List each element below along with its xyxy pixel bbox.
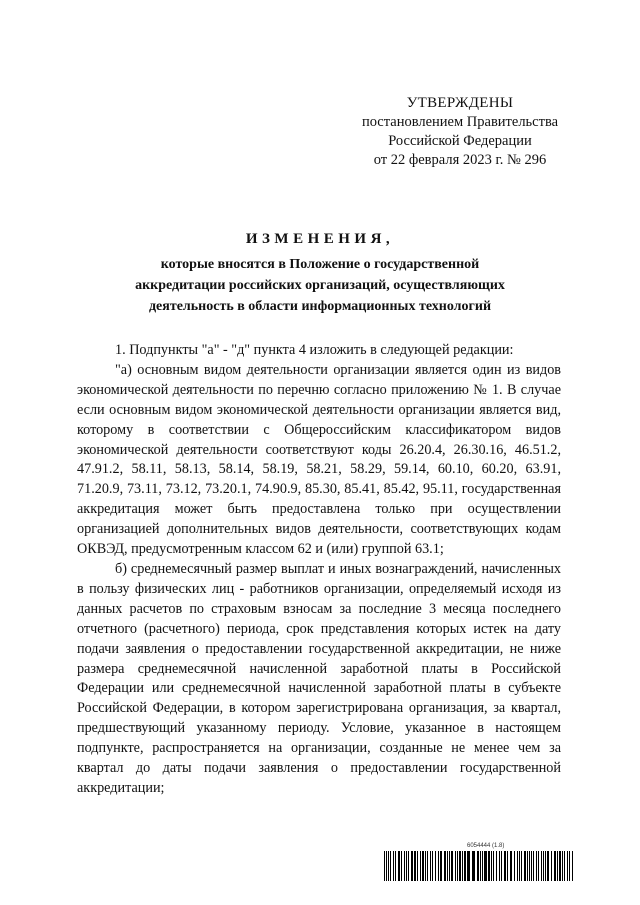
barcode-bar xyxy=(557,851,558,881)
barcode-icon xyxy=(384,851,574,881)
barcode-bar xyxy=(514,851,515,881)
barcode-bar xyxy=(547,851,549,881)
barcode-bar xyxy=(504,851,506,881)
barcode-bar xyxy=(386,851,387,881)
barcode-bar xyxy=(435,851,436,881)
barcode-bar xyxy=(472,851,475,881)
barcode-bar xyxy=(554,851,556,881)
paragraph-subitem-a: "а) основным видом деятельности организации является один из видов экономической деятельности по перечню согласно приложению № 1. В случае если основным видом экономической деятельности организации является вид, которому в соответствии с Общероссийским классификатором видов экономической деятельности соответствуют коды 26.20.4, 26.30.16, 46.51.2, 47.91.2, 58.11, 58.13, 58.14, 58.19, 58.21, 58.29, 59.14, 60.10, 60.20, 63.91, 71.20.9, 73.11, 73.12, 73.20.1, 74.90.9, 85.30, 85.41, 85.42, 95.11, государственная аккредитация может быть предоставлена только при осуществлении организацией дополнительных видов деятельности, соответствующих кодам ОКВЭД, предусмотренным классом 62 и (или) группой 63.1; xyxy=(77,361,561,558)
barcode-bar xyxy=(411,851,413,881)
barcode-bar xyxy=(507,851,508,881)
barcode-bar xyxy=(480,851,481,881)
barcode-bar xyxy=(432,851,433,881)
barcode-bar xyxy=(388,851,389,881)
barcode-bar xyxy=(562,851,563,881)
barcode-bar xyxy=(425,851,426,881)
barcode-bar xyxy=(538,851,539,881)
barcode-bar xyxy=(524,851,526,881)
subtitle-line-1: которые вносятся в Положение о государственной xyxy=(160,257,480,272)
barcode-bar xyxy=(455,851,456,881)
barcode-bar xyxy=(491,851,492,881)
approval-line-2: Российской Федерации xyxy=(388,133,532,149)
document-body xyxy=(77,341,561,799)
paragraph-1: 1. Подпункты "а" - "д" пункта 4 изложить в следующей редакции: xyxy=(115,342,514,358)
barcode-bar xyxy=(501,851,502,881)
barcode-bar xyxy=(521,851,522,881)
barcode-bar xyxy=(510,851,512,881)
barcode-bar xyxy=(519,851,520,881)
approval-line-3: от 22 февраля 2023 г. № 296 xyxy=(373,152,547,168)
barcode-bar xyxy=(427,851,428,881)
document-title: ИЗМЕНЕНИЯ, xyxy=(245,231,395,247)
barcode-bar xyxy=(493,851,494,881)
barcode-bar xyxy=(457,851,458,881)
barcode-bar xyxy=(531,851,532,881)
document-subtitle xyxy=(60,254,580,317)
barcode-bar xyxy=(420,851,421,881)
barcode-bar xyxy=(572,851,573,881)
barcode-bar xyxy=(567,851,568,881)
approval-block xyxy=(340,94,580,170)
paragraph-subitem-b: б) среднемесячный размер выплат и иных вознаграждений, начисленных в пользу физических лиц - работников организации, определяемый исходя из данных расчетов по страховым взносам за последние 3 месяца последнего отчетного (расчетного) периода, срок представления которых истек на дату подачи заявления о предоставлении государственной аккредитации, не ниже размера среднемесячной начисленной заработной платы в Российской Федерации или среднемесячной начисленной заработной платы в субъекте Российской Федерации, в котором зарегистрирована организация, за квартал, предшествующий указанному периоду. Условие, указанное в настоящем подпункте, распространяется на организации, созданные не менее чем за квартал до даты подачи заявления о предоставлении государственной аккредитации; xyxy=(77,560,561,796)
barcode-bar xyxy=(533,851,534,881)
barcode-bar xyxy=(482,851,483,881)
approval-heading: УТВЕРЖДЕНЫ xyxy=(406,95,514,111)
barcode-bar xyxy=(569,851,570,881)
barcode-label: 6054444 (1.8) xyxy=(467,843,505,849)
barcode-bar xyxy=(527,851,528,881)
barcode-bar xyxy=(488,851,490,881)
barcode-bar xyxy=(395,851,396,881)
subtitle-line-2: аккредитации российских организаций, осуществляющих xyxy=(135,278,505,293)
barcode-bar xyxy=(449,851,450,881)
barcode-bar xyxy=(529,851,530,881)
barcode-bar xyxy=(564,851,565,881)
barcode-bar xyxy=(462,851,463,881)
barcode-bar xyxy=(422,851,424,881)
barcode-bar xyxy=(484,851,487,881)
barcode-bar xyxy=(408,851,409,881)
barcode-bar xyxy=(464,851,466,881)
barcode-bar xyxy=(496,851,497,881)
barcode-bar xyxy=(417,851,418,881)
barcode-bar xyxy=(477,851,479,881)
barcode-bar xyxy=(545,851,546,881)
barcode-bar xyxy=(499,851,500,881)
barcode-bar xyxy=(398,851,400,881)
barcode-bar xyxy=(459,851,461,881)
barcode-bar xyxy=(536,851,537,881)
barcode-bar xyxy=(440,851,442,881)
barcode-bar xyxy=(444,851,446,881)
barcode-bar xyxy=(404,851,405,881)
barcode-bar xyxy=(447,851,448,881)
barcode-bar xyxy=(451,851,453,881)
barcode-bar xyxy=(517,851,518,881)
barcode-bar xyxy=(551,851,552,881)
barcode-bar xyxy=(406,851,407,881)
barcode-bar xyxy=(543,851,544,881)
approval-line-1: постановлением Правительства xyxy=(361,114,559,130)
barcode-bar xyxy=(414,851,416,881)
barcode-bar xyxy=(384,851,385,881)
barcode-bar xyxy=(393,851,394,881)
barcode-bar xyxy=(390,851,391,881)
barcode-bar xyxy=(467,851,470,881)
subtitle-line-3: деятельность в области информационных технологий xyxy=(148,299,492,314)
barcode-bar xyxy=(438,851,439,881)
barcode-bar xyxy=(559,851,561,881)
barcode-bar xyxy=(401,851,402,881)
barcode-bar xyxy=(541,851,542,881)
barcode-bar xyxy=(430,851,431,881)
